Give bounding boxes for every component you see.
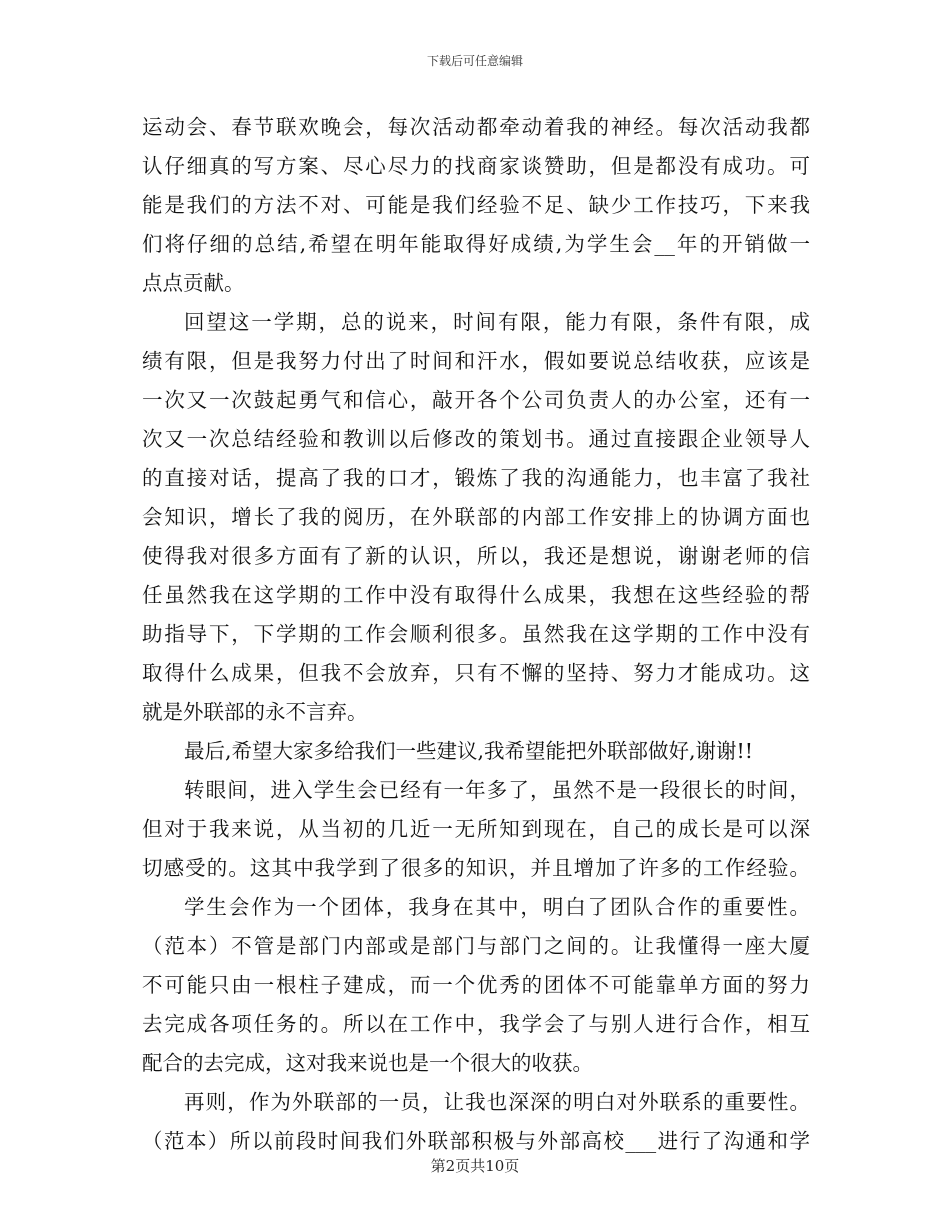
text-line: 切感受的。这其中我学到了很多的知识，并且增加了许多的工作经验。	[142, 856, 810, 880]
text-line: （范本）不管是部门内部或是部门与部门之间的。让我懂得一座大厦	[142, 934, 810, 958]
text-line: 配合的去完成，这对我来说也是一个很大的收获。	[142, 1051, 593, 1075]
page-number: 第2页共10页	[430, 1157, 520, 1175]
paragraph-first-line: 再则，作为外联部的一员，让我也深深的明白对外联系的重要性。	[184, 1090, 810, 1114]
text-line: 去完成各项任务的。所以在工作中，我学会了与别人进行合作，相互	[142, 1012, 810, 1036]
paragraph-first-line: 回望这一学期，总的说来，时间有限，能力有限，条件有限，成	[184, 310, 810, 334]
text-line: 能是我们的方法不对、可能是我们经验不足、缺少工作技巧，下来我	[142, 193, 810, 217]
text-line: 一次又一次鼓起勇气和信心，敲开各个公司负责人的办公室，还有一	[142, 388, 810, 412]
text-line: 但对于我来说，从当初的几近一无所知到现在，自己的成长是可以深	[142, 817, 810, 841]
text-line: 助指导下，下学期的工作会顺利很多。虽然我在这学期的工作中没有	[142, 622, 810, 646]
text-line: 就是外联部的永不言弃。	[142, 700, 368, 724]
page-header: 下载后可任意编辑	[426, 54, 523, 68]
text-line: 任虽然我在这学期的工作中没有取得什么成果，我想在这些经验的帮	[142, 583, 810, 607]
text-line: 点点贡献。	[142, 271, 245, 295]
text-line: 的直接对话，提高了我的口才，锻炼了我的沟通能力，也丰富了我社	[142, 466, 810, 490]
text-line: 次又一次总结经验和教训以后修改的策划书。通过直接跟企业领导人	[142, 427, 810, 451]
text-line: （范本）所以前段时间我们外联部积极与外部高校___进行了沟通和学	[142, 1129, 810, 1153]
text-line: 使得我对很多方面有了新的认识，所以，我还是想说，谢谢老师的信	[142, 544, 810, 568]
text-line: 认仔细真的写方案、尽心尽力的找商家谈赞助，但是都没有成功。可	[142, 154, 810, 178]
paragraph-first-line: 转眼间，进入学生会已经有一年多了，虽然不是一段很长的时间，	[184, 778, 810, 802]
text-line: 会知识，增长了我的阅历，在外联部的内部工作安排上的协调方面也	[142, 505, 810, 529]
paragraph-first-line: 学生会作为一个团体，我身在其中，明白了团队合作的重要性。	[184, 895, 810, 919]
text-line: 们将仔细的总结,希望在明年能取得好成绩,为学生会__年的开销做一	[142, 232, 810, 256]
text-line: 绩有限，但是我努力付出了时间和汗水，假如要说总结收获，应该是	[142, 349, 810, 373]
text-line: 取得什么成果，但我不会放弃，只有不懈的坚持、努力才能成功。这	[142, 661, 810, 685]
document-body	[142, 108, 810, 1161]
text-line: 不可能只由一根柱子建成，而一个优秀的团体不可能靠单方面的努力	[142, 973, 810, 997]
text-line: 运动会、春节联欢晚会，每次活动都牵动着我的神经。每次活动我都	[142, 115, 810, 139]
paragraph-first-line: 最后,希望大家多给我们一些建议,我希望能把外联部做好,谢谢!!	[184, 739, 754, 763]
